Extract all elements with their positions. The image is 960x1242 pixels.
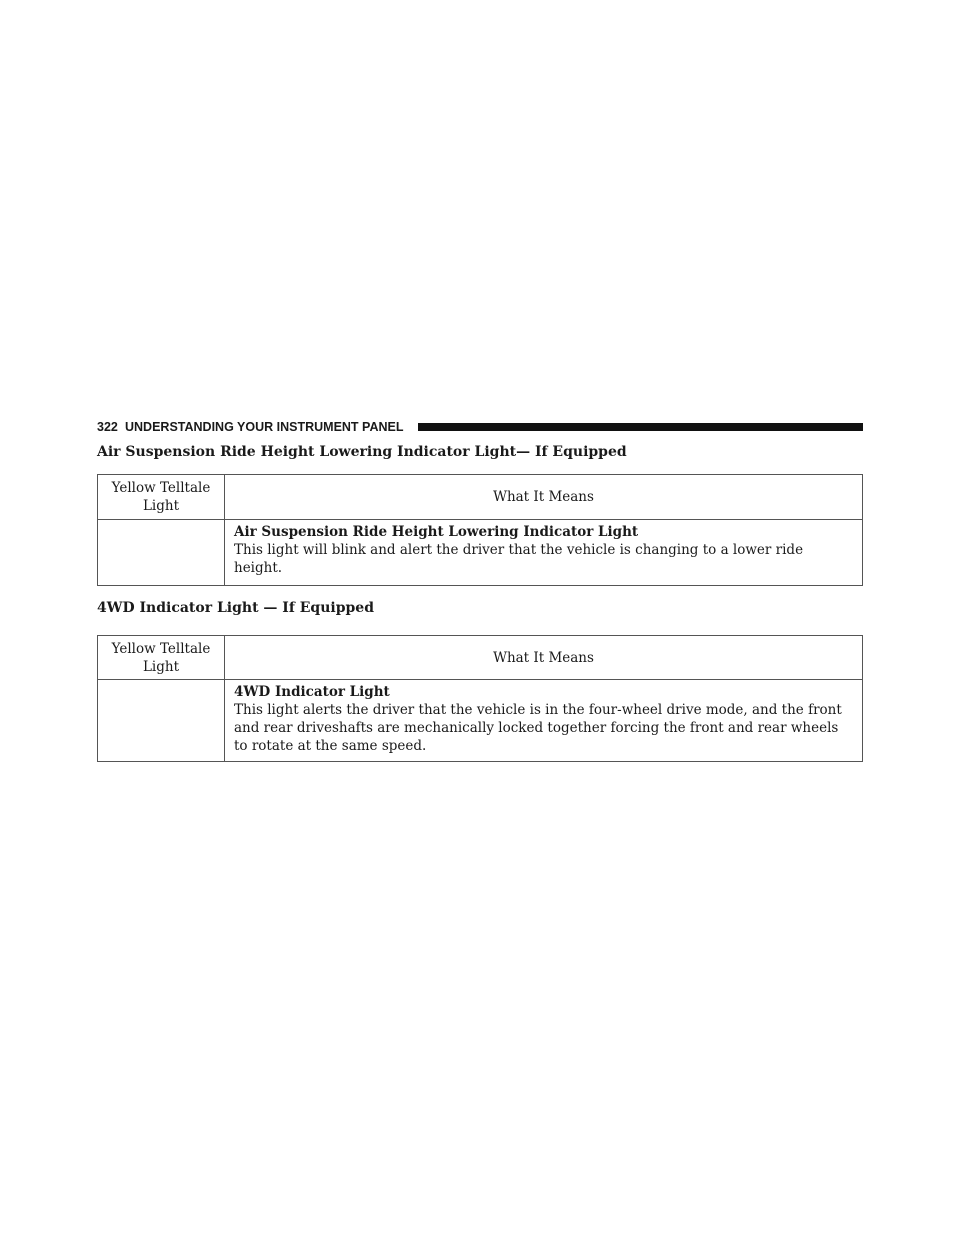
header-rule [418, 423, 863, 431]
telltale-icon-cell [98, 680, 225, 762]
section-title-4wd: 4WD Indicator Light — If Equipped [97, 600, 374, 616]
indicator-name: 4WD Indicator Light [234, 684, 390, 700]
telltale-table-4wd [97, 635, 863, 762]
indicator-description: This light will blink and alert the driver that the vehicle is changing to a lower ride height. [234, 542, 804, 576]
telltale-icon-cell [98, 520, 225, 586]
table-header-row [98, 475, 863, 520]
section-name: UNDERSTANDING YOUR INSTRUMENT PANEL [125, 420, 404, 434]
table-header-row [98, 636, 863, 680]
description-cell [225, 680, 863, 762]
description-cell [225, 520, 863, 586]
table-row [98, 520, 863, 586]
column-header-telltale: Yellow Telltale Light [98, 475, 225, 520]
table-row [98, 680, 863, 762]
page-header [97, 419, 863, 435]
section-title-air-suspension: Air Suspension Ride Height Lowering Indicator Light— If Equipped [97, 444, 627, 460]
indicator-description: This light alerts the driver that the vehicle is in the four-wheel drive mode, and the front and rear driveshafts are mechanically locked together forcing the front and rear wheels to rotate at the same speed. [234, 702, 842, 754]
column-header-telltale: Yellow Telltale Light [98, 636, 225, 680]
column-header-meaning: What It Means [225, 475, 863, 520]
indicator-name: Air Suspension Ride Height Lowering Indicator Light [234, 524, 639, 540]
column-header-meaning: What It Means [225, 636, 863, 680]
page-number: 322 [97, 420, 118, 434]
telltale-table-air-suspension [97, 474, 863, 586]
